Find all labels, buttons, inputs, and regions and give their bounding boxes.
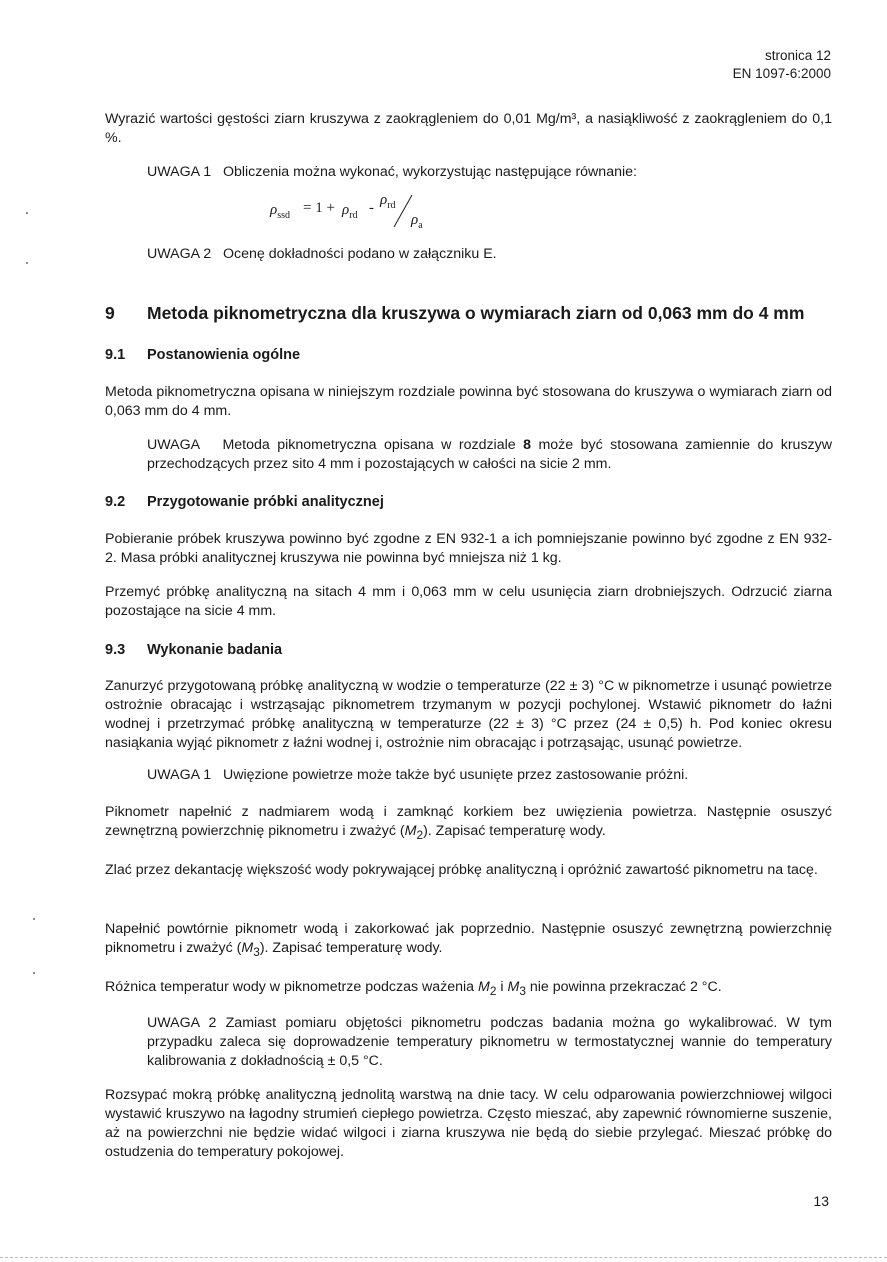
formula-rd: $\rho_{rd}$ (342, 202, 358, 221)
density-formula (270, 192, 470, 232)
formula-denominator: $\rho_a$ (411, 212, 423, 231)
note-2-top (147, 245, 827, 264)
page-number: 13 (813, 1193, 829, 1209)
s91-paragraph: Metoda piknometryczna opisana w niniejszym rozdziale powinna być stosowana do kruszywa o wymiarach ziarn od 0,063 mm do 4 mm. (105, 384, 832, 419)
note-text: Ocenę dokładności podano w załączniku E. (222, 246, 497, 262)
section-number: 9 (105, 303, 115, 323)
section-title: Przygotowanie próbki analitycznej (147, 494, 384, 510)
s93-note-1: UWAGA 1 Uwięzione powietrze może także być usunięte przez zastosowanie próżni. (147, 767, 689, 783)
section-9-3-heading (105, 641, 282, 660)
scan-speck (26, 212, 28, 214)
s93-paragraph-4: Napełnić powtórnie piknometr wodą i zakorkować jak poprzednio. Następnie osuszyć zewnętrzną powierzchnię piknometru i zważyć $(M_3)$. Zapisać temperaturę wody. (105, 921, 832, 959)
s93-paragraph-2: Piknometr napełnić z nadmiarem wodą i zamknąć korkiem bez uwięzienia powietrza. Następnie osuszyć zewnętrzną powierzchnię piknometru i zważyć $(M_2)$. Zapisać temperaturę wody. (105, 804, 832, 842)
intro-paragraph: Wyrazić wartości gęstości ziarn kruszywa z zaokrągleniem do 0,01 Mg/m³, a nasiąkliwość z zaokrągleniem do 0,1 %. (105, 111, 832, 146)
section-9-heading (105, 302, 804, 324)
note-label: UWAGA 1 (147, 164, 212, 180)
note-1-top (147, 163, 827, 182)
section-number: 9.1 (105, 347, 126, 363)
note-text: Obliczenia można wykonać, wykorzystując następujące równanie: (222, 164, 637, 180)
s93-paragraph-1: Zanurzyć przygotowaną próbkę analityczną w wodzie o temperaturze (22 ± 3) °C w piknometrze i usunąć powietrze ostrożnie obracając i wstrząsając piknometrem trzymanym w pozycji pochylonej. Wstawić piknometr do łaźni wodnej i przetrzymać próbkę analityczną w temperaturze (22 ± 3) °C przez (24 ± 0,5) h. Pod koniec okresu nasiąkania wyjąć piknometr z łaźni wodnej i, ostrożnie nim obracając i potrząsając, usunąć powietrze. (105, 678, 832, 751)
s93-paragraph-5: Różnica temperatur wody w piknometrze podczas ważenia $M_2$ i $M_3$ nie powinna przekraczać 2 °C. (105, 979, 722, 998)
header-page-label: stronica 12 (764, 48, 831, 63)
formula-minus: - (369, 200, 374, 216)
s93-note-2: UWAGA 2 Zamiast pomiaru objętości piknometru podczas badania można go wykalibrować. W tym przypadku zaleca się doprowadzenie temperatury piknometru w termostatycznej wannie do temperatury kalibrowania z dokładnością ± 0,5 °C. (147, 1015, 832, 1069)
section-9-1-heading (105, 346, 300, 365)
scan-bottom-edge (0, 1257, 887, 1258)
s91-note: UWAGA Metoda piknometryczna opisana w rozdziale 8 może być stosowana zamiennie do kruszyw przechodzących przez sito 4 mm i pozostających w całości na sicie 2 mm. (147, 437, 832, 472)
s93-paragraph-3: Zlać przez dekantację większość wody pokrywającej próbkę analityczną i opróżnić zawartość piknometru na tacę. (105, 862, 818, 878)
page-header (733, 47, 831, 83)
formula-lhs: $\rho_{ssd}$ (270, 202, 290, 221)
formula-numerator: $\rho_{rd}$ (380, 192, 396, 211)
formula-eq: = 1 + (303, 200, 335, 216)
scan-speck (26, 262, 28, 264)
s93-paragraph-6: Rozsypać mokrą próbkę analityczną jednolitą warstwą na dnie tacy. W celu odparowania powierzchniowej wilgoci wystawić kruszywo na łagodny strumień ciepłego powietrza. Często mieszać, aby zapewnić równomierne suszenie, aż na powierzchni nie będzie widać wilgoci i ziarna kruszywa nie będą do siebie przylegać. Mieszać próbkę do ostudzenia do temperatury pokojowej. (105, 1087, 832, 1160)
section-number: 9.2 (105, 494, 126, 510)
section-number: 9.3 (105, 642, 126, 658)
section-title: Postanowienia ogólne (147, 347, 301, 363)
header-standard: EN 1097-6:2000 (732, 66, 831, 81)
section-title: Metoda piknometryczna dla kruszywa o wymiarach ziarn od 0,063 mm do 4 mm (147, 303, 805, 323)
scan-speck (33, 918, 35, 920)
s92-paragraph-1: Pobieranie próbek kruszywa powinno być zgodne z EN 932-1 a ich pomniejszanie powinno być zgodne z EN 932-2. Masa próbki analitycznej kruszywa nie powinna być mniejsza niż 1 kg. (105, 531, 832, 566)
section-9-2-heading (105, 493, 384, 512)
s92-paragraph-2: Przemyć próbkę analityczną na sitach 4 mm i 0,063 mm w celu usunięcia ziarn drobniejszych. Odrzucić ziarna pozostające na sicie 4 mm. (105, 584, 832, 619)
note-label: UWAGA 2 (147, 246, 212, 262)
section-title: Wykonanie badania (147, 642, 283, 658)
scan-speck (33, 972, 35, 974)
